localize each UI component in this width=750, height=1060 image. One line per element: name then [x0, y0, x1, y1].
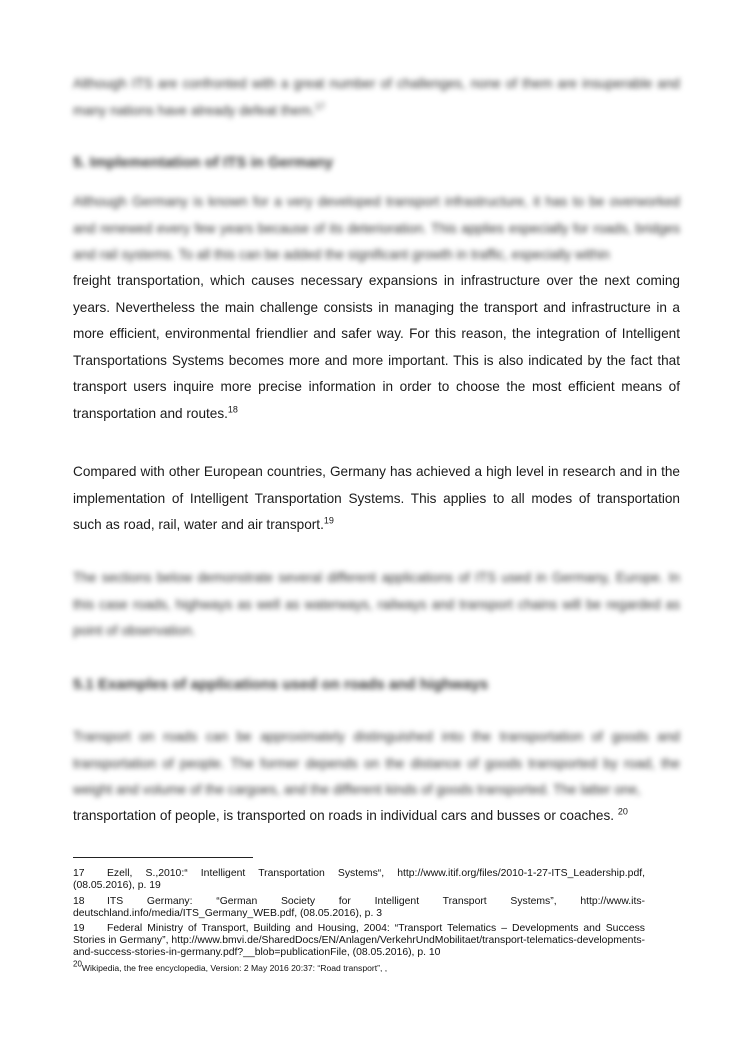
section-5-paragraph-2 [73, 459, 680, 539]
section-5-para-3-text: The sections below demonstrate several different applications of ITS used in Germany, Europe. In this case roads, highways as well as waterways, railways and transport chains will be regarded as point of observation. [73, 570, 680, 638]
footnote-number: 19 [73, 923, 85, 934]
footnote-text: Wikipedia, the free encyclopedia, Version: 2 May 2016 20:37: “Road transport”, , [81, 963, 388, 973]
section-5-1-paragraph [73, 803, 680, 830]
intro-paragraph [73, 71, 680, 124]
footnote-number: 17 [73, 868, 85, 879]
footnote-number: 18 [73, 896, 85, 907]
footnote-divider [73, 857, 253, 858]
section-5-paragraph-3 [73, 565, 680, 645]
footnote-20 [73, 959, 645, 975]
section-5-paragraph-blurred [73, 189, 680, 269]
footnote-text: Federal Ministry of Transport, Building and Housing, 2004: “Transport Telematics – Developments and Success Stories in Germany”, http://www.bmvi.de/SharedDocs/EN/Anlagen/VerkehrUndMobilitaet/transport-telematics-developments-and-success-stories-in-germany.pdf?__blob=publicationFile, (08.05.2016), p. 10 [73, 923, 645, 958]
footnote-ref: 17 [314, 100, 325, 111]
footnote-19 [73, 923, 645, 959]
section-5-1-para-text: transportation of people, is transported on roads in individual cars and busses or coaches. [73, 808, 615, 823]
section-heading [73, 153, 680, 173]
subsection-heading [73, 675, 680, 695]
footnote-18 [73, 896, 645, 920]
section-5-1-para-blurred: Transport on roads can be approximately distinguished into the transportation of goods and transportation of people. The former depends on the distance of goods transported by road, the weight and volume of the cargoes, and the different kinds of goods transported. The latter one, [73, 729, 680, 797]
section-5-para-1-blurred: Although Germany is known for a very developed transport infrastructure, it has to be overworked and renewed every few years because of its deterioration. This applies especially for roads, bridges and rail systems. To all this can be added the significant growth in traffic, especially within [73, 194, 680, 262]
footnote-17 [73, 868, 645, 892]
section-5-para-2-text: Compared with other European countries, Germany has achieved a high level in research and in the implementation of Intelligent Transportation Systems. This applies to all modes of transportation such as road, rail, water and air transport. [73, 464, 680, 532]
footnote-ref: 19 [323, 515, 334, 526]
footnote-number: 20 [73, 959, 82, 969]
section-5-paragraph [73, 268, 680, 427]
section-5-1-title: 5.1 Examples of applications used on roads and highways [73, 676, 489, 693]
section-5-1-paragraph-blurred [73, 724, 680, 804]
footnote-ref: 20 [617, 806, 628, 817]
section-5-title: 5. Implementation of ITS in Germany [73, 154, 334, 171]
footnote-text: Ezell, S.,2010:“ Intelligent Transportation Systems“, http://www.itif.org/files/2010-1-27-ITS_Leadership.pdf, (08.05.2016), p. 19 [73, 868, 645, 891]
footnote-ref: 18 [227, 403, 238, 414]
intro-text: Although ITS are confronted with a great number of challenges, none of them are insuperable and many nations have already defeat them. [73, 76, 680, 118]
section-5-para-1-text: freight transportation, which causes necessary expansions in infrastructure over the next coming years. Nevertheless the main challenge consists in managing the transport and infrastructure in a more efficient, environmental friendlier and safer way. For this reason, the integration of Intelligent Transportations Systems becomes more and more important. This is also indicated by the fact that transport users inquire more precise information in order to choose the most efficient means of transportation and routes. [73, 273, 680, 421]
footnote-text: ITS Germany: “German Society for Intelligent Transport Systems”, http://www.its-deutschland.info/media/ITS_Germany_WEB.pdf, (08.05.2016), p. 3 [73, 896, 645, 919]
